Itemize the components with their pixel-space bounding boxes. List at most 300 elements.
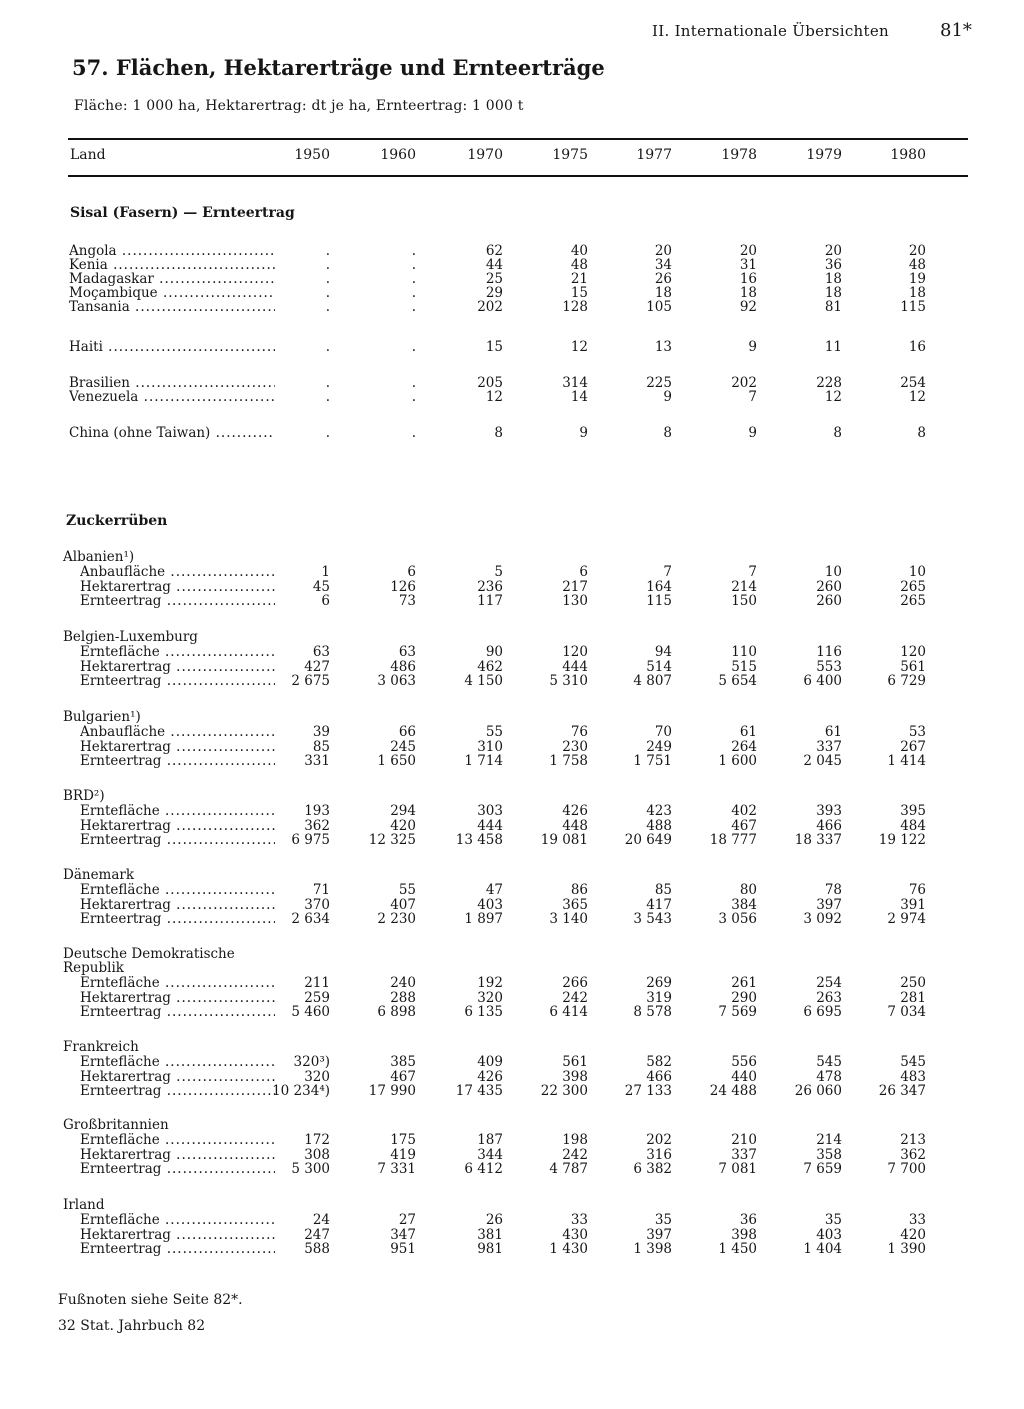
- table-cell: 172: [304, 1132, 330, 1148]
- table-cell: 175: [390, 1132, 416, 1148]
- table-cell: 7: [748, 389, 757, 405]
- table-cell: 1 398: [633, 1241, 672, 1257]
- table-cell: 120: [900, 644, 926, 660]
- table-cell: 63: [398, 644, 416, 660]
- table-cell: 426: [562, 803, 588, 819]
- table-cell: 3 140: [549, 911, 588, 927]
- column-header-land: Land: [70, 147, 106, 163]
- row-label: Hektarertrag .....: [80, 991, 275, 1006]
- table-cell: 423: [646, 803, 672, 819]
- table-cell: 7 034: [887, 1004, 926, 1020]
- table-cell: 2 634: [291, 911, 330, 927]
- table-cell: 4 150: [464, 673, 503, 689]
- table-cell: 310: [477, 738, 503, 755]
- table-cell: 47: [485, 882, 503, 898]
- table-cell: 12: [908, 389, 926, 405]
- table-cell: 294: [390, 803, 416, 819]
- table-cell: 440: [731, 1068, 757, 1085]
- table-cell: 545: [816, 1054, 842, 1070]
- table-cell: 426: [477, 1068, 503, 1085]
- table-row: [0, 340, 1024, 355]
- table-cell: 26 060: [794, 1083, 842, 1099]
- table-cell: 78: [824, 882, 842, 898]
- table-cell: 187: [477, 1132, 503, 1148]
- table-cell: 1 714: [464, 753, 503, 769]
- table-cell: 18: [654, 285, 672, 301]
- row-label: Ernteertrag .....: [80, 912, 275, 927]
- table-cell: .: [411, 389, 416, 405]
- column-header-year: 1960: [380, 147, 416, 163]
- table-cell: 420: [390, 817, 416, 834]
- table-cell: .: [411, 375, 416, 391]
- table-cell: 409: [477, 1054, 503, 1070]
- table-cell: 6 414: [549, 1004, 588, 1020]
- table-cell: 18: [824, 285, 842, 301]
- table-row: [0, 1133, 1024, 1148]
- table-cell: 3 056: [718, 911, 757, 927]
- table-cell: 214: [816, 1132, 842, 1148]
- row-label: Tansania .....: [69, 300, 275, 315]
- row-label: Erntefläche .....: [80, 1213, 275, 1228]
- table-cell: 36: [739, 1212, 757, 1228]
- table-cell: 18: [739, 285, 757, 301]
- table-cell: 19: [908, 271, 926, 287]
- table-cell: .: [411, 339, 416, 355]
- table-cell: 4 807: [633, 673, 672, 689]
- table-cell: 1 414: [887, 753, 926, 769]
- table-cell: 264: [731, 738, 757, 755]
- table-cell: 110: [731, 644, 757, 660]
- table-cell: 35: [824, 1212, 842, 1228]
- table-cell: 128: [562, 299, 588, 315]
- table-cell: 20: [824, 243, 842, 259]
- table-cell: 18: [908, 285, 926, 301]
- table-row: [0, 883, 1024, 898]
- table-cell: 21: [570, 271, 588, 287]
- table-cell: 1 758: [549, 753, 588, 769]
- table-cell: .: [325, 375, 330, 391]
- table-row: [0, 660, 1024, 675]
- table-cell: 407: [390, 896, 416, 913]
- table-cell: 398: [731, 1226, 757, 1243]
- table-row: [0, 645, 1024, 660]
- table-cell: 514: [646, 658, 672, 675]
- table-cell: 7 700: [887, 1161, 926, 1177]
- table-cell: 2 675: [291, 673, 330, 689]
- table-cell: 13: [654, 339, 672, 355]
- table-cell: 53: [908, 724, 926, 740]
- table-cell: 25: [485, 271, 503, 287]
- table-cell: 320: [304, 1068, 330, 1085]
- table-row: [0, 912, 1024, 927]
- table-cell: 22 300: [540, 1083, 588, 1099]
- table-cell: 130: [562, 593, 588, 609]
- table-cell: 236: [477, 578, 503, 595]
- table-cell: 193: [304, 803, 330, 819]
- table-cell: 320: [477, 989, 503, 1006]
- table-cell: 19 081: [540, 832, 588, 848]
- row-label: Ernteertrag .....: [80, 1005, 275, 1020]
- row-label: Hektarertrag .....: [80, 898, 275, 913]
- header-rule-bottom: [68, 175, 968, 177]
- table-cell: 6 695: [803, 1004, 842, 1020]
- footnote-reference: Fußnoten siehe Seite 82*.: [58, 1292, 243, 1308]
- table-cell: 7: [663, 564, 672, 580]
- table-cell: 265: [900, 578, 926, 595]
- table-cell: 308: [304, 1146, 330, 1163]
- table-row: [0, 674, 1024, 689]
- table-cell: 337: [731, 1146, 757, 1163]
- table-cell: 6 412: [464, 1161, 503, 1177]
- table-cell: 466: [646, 1068, 672, 1085]
- table-cell: 1 600: [718, 753, 757, 769]
- table-cell: 7: [748, 564, 757, 580]
- table-cell: 34: [654, 257, 672, 273]
- table-cell: 1 430: [549, 1241, 588, 1257]
- table-cell: 588: [304, 1241, 330, 1257]
- table-cell: 202: [646, 1132, 672, 1148]
- row-label: Moçambique .....: [69, 286, 275, 301]
- table-row: [0, 1070, 1024, 1085]
- table-cell: .: [325, 271, 330, 287]
- table-cell: 5 300: [291, 1161, 330, 1177]
- table-cell: 391: [900, 896, 926, 913]
- table-row: [0, 390, 1024, 405]
- table-cell: 316: [646, 1146, 672, 1163]
- table-cell: 553: [816, 658, 842, 675]
- table-cell: 260: [816, 593, 842, 609]
- table-cell: 225: [646, 375, 672, 391]
- table-cell: 397: [816, 896, 842, 913]
- table-row: [0, 258, 1024, 273]
- table-row: [0, 1148, 1024, 1163]
- table-cell: 281: [900, 989, 926, 1006]
- table-cell: 290: [731, 989, 757, 1006]
- table-cell: 2 974: [887, 911, 926, 927]
- table-cell: 24: [312, 1212, 330, 1228]
- country-name: BRD²): [63, 788, 105, 804]
- table-cell: 11: [824, 339, 842, 355]
- table-row: [0, 1162, 1024, 1177]
- table-cell: 44: [485, 257, 503, 273]
- table-cell: 254: [816, 975, 842, 991]
- table-cell: 27 133: [624, 1083, 672, 1099]
- table-cell: 8: [494, 425, 503, 441]
- page-number: 81*: [940, 20, 972, 41]
- row-label: Erntefläche .....: [80, 1133, 275, 1148]
- table-cell: 15: [570, 285, 588, 301]
- row-label: Venezuela .....: [69, 390, 275, 405]
- table-cell: 6 400: [803, 673, 842, 689]
- table-row: [0, 833, 1024, 848]
- table-cell: 85: [654, 882, 672, 898]
- table-cell: 247: [304, 1226, 330, 1243]
- table-cell: 242: [562, 1146, 588, 1163]
- table-cell: 211: [304, 975, 330, 991]
- table-cell: 116: [816, 644, 842, 660]
- country-name: Frankreich: [63, 1039, 139, 1055]
- table-cell: 488: [646, 817, 672, 834]
- table-cell: 5: [494, 564, 503, 580]
- column-header-year: 1950: [294, 147, 330, 163]
- table-cell: 1 650: [377, 753, 416, 769]
- table-cell: 26: [654, 271, 672, 287]
- table-cell: 395: [900, 803, 926, 819]
- row-label: China (ohne Taiwan) .....: [69, 426, 275, 441]
- table-cell: 444: [477, 817, 503, 834]
- row-label: Erntefläche .....: [80, 976, 275, 991]
- table-cell: 90: [485, 644, 503, 660]
- table-cell: 63: [312, 644, 330, 660]
- table-cell: 6: [321, 593, 330, 609]
- book-page-footer: 32 Stat. Jahrbuch 82: [58, 1318, 206, 1334]
- table-cell: 92: [739, 299, 757, 315]
- table-cell: 515: [731, 658, 757, 675]
- table-row: [0, 754, 1024, 769]
- table-cell: 6 975: [291, 832, 330, 848]
- table-cell: 94: [654, 644, 672, 660]
- table-cell: 466: [816, 817, 842, 834]
- table-cell: 80: [739, 882, 757, 898]
- header-rule-top: [68, 138, 968, 140]
- table-row: [0, 1055, 1024, 1070]
- table-cell: 266: [562, 975, 588, 991]
- table-cell: 36: [824, 257, 842, 273]
- table-cell: .: [411, 257, 416, 273]
- country-name-continued: Republik: [63, 960, 124, 976]
- row-label: Ernteertrag .....: [80, 833, 275, 848]
- table-cell: 344: [477, 1146, 503, 1163]
- table-cell: .: [325, 243, 330, 259]
- table-cell: 10 234⁴): [272, 1083, 330, 1099]
- table-cell: 5 654: [718, 673, 757, 689]
- table-cell: 18: [824, 271, 842, 287]
- table-cell: 76: [570, 724, 588, 740]
- running-head: II. Internationale Übersichten: [652, 22, 889, 40]
- table-cell: 319: [646, 989, 672, 1006]
- table-cell: 3 063: [377, 673, 416, 689]
- table-cell: 45: [312, 578, 330, 595]
- table-cell: 8: [833, 425, 842, 441]
- country-name: Großbritannien: [63, 1117, 169, 1133]
- table-cell: 385: [390, 1054, 416, 1070]
- table-cell: 20: [739, 243, 757, 259]
- table-cell: 6 729: [887, 673, 926, 689]
- table-cell: 33: [570, 1212, 588, 1228]
- row-label: Erntefläche .....: [80, 645, 275, 660]
- table-cell: 126: [390, 578, 416, 595]
- column-header-year: 1980: [890, 147, 926, 163]
- row-label: Anbaufläche .....: [80, 565, 275, 580]
- table-cell: 951: [390, 1241, 416, 1257]
- table-row: [0, 725, 1024, 740]
- table-cell: 478: [816, 1068, 842, 1085]
- table-cell: 545: [900, 1054, 926, 1070]
- country-name: Belgien-Luxemburg: [63, 629, 198, 645]
- table-row: [0, 565, 1024, 580]
- table-cell: 303: [477, 803, 503, 819]
- table-cell: 981: [477, 1241, 503, 1257]
- table-cell: 73: [398, 593, 416, 609]
- row-label: Hektarertrag .....: [80, 580, 275, 595]
- table-cell: 370: [304, 896, 330, 913]
- row-label: Ernteertrag .....: [80, 754, 275, 769]
- table-cell: 117: [477, 593, 503, 609]
- table-cell: 7 081: [718, 1161, 757, 1177]
- table-cell: 2 230: [377, 911, 416, 927]
- table-cell: 26: [485, 1212, 503, 1228]
- table-cell: 347: [390, 1226, 416, 1243]
- table-cell: 81: [824, 299, 842, 315]
- row-label: Erntefläche .....: [80, 1055, 275, 1070]
- table-cell: 462: [477, 658, 503, 675]
- table-cell: 13 458: [455, 832, 503, 848]
- table-cell: 62: [485, 243, 503, 259]
- table-row: [0, 976, 1024, 991]
- table-cell: 1: [321, 564, 330, 580]
- section-title-sisal: Sisal (Fasern) — Ernteertrag: [70, 205, 295, 221]
- table-cell: 3 543: [633, 911, 672, 927]
- table-cell: 486: [390, 658, 416, 675]
- table-cell: 467: [390, 1068, 416, 1085]
- column-header-year: 1975: [552, 147, 588, 163]
- table-cell: .: [411, 271, 416, 287]
- table-cell: 230: [562, 738, 588, 755]
- table-cell: 419: [390, 1146, 416, 1163]
- table-cell: 10: [908, 564, 926, 580]
- table-cell: 115: [900, 299, 926, 315]
- table-cell: 420: [900, 1226, 926, 1243]
- table-cell: 7 659: [803, 1161, 842, 1177]
- row-label: Erntefläche .....: [80, 883, 275, 898]
- table-cell: 483: [900, 1068, 926, 1085]
- table-cell: 9: [748, 339, 757, 355]
- table-cell: 403: [477, 896, 503, 913]
- row-label: Kenia .....: [69, 258, 275, 273]
- table-cell: 24 488: [709, 1083, 757, 1099]
- table-cell: 245: [390, 738, 416, 755]
- table-cell: 1 450: [718, 1241, 757, 1257]
- table-cell: 213: [900, 1132, 926, 1148]
- country-name: Deutsche Demokratische: [63, 946, 235, 962]
- table-cell: 398: [562, 1068, 588, 1085]
- table-cell: 39: [312, 724, 330, 740]
- table-cell: 16: [908, 339, 926, 355]
- row-label: Haiti .....: [69, 340, 275, 355]
- table-cell: .: [325, 285, 330, 301]
- table-cell: 10: [824, 564, 842, 580]
- units-note: Fläche: 1 000 ha, Hektarertrag: dt je ha, Ernteertrag: 1 000 t: [74, 98, 524, 114]
- column-header-year: 1978: [721, 147, 757, 163]
- table-cell: 31: [739, 257, 757, 273]
- table-cell: 467: [731, 817, 757, 834]
- country-name: Dänemark: [63, 867, 135, 883]
- table-cell: 444: [562, 658, 588, 675]
- table-cell: 263: [816, 989, 842, 1006]
- table-cell: 1 897: [464, 911, 503, 927]
- table-cell: 331: [304, 753, 330, 769]
- table-cell: 217: [562, 578, 588, 595]
- table-cell: 18 777: [709, 832, 757, 848]
- table-cell: 19 122: [878, 832, 926, 848]
- table-cell: 7 331: [377, 1161, 416, 1177]
- table-cell: 105: [646, 299, 672, 315]
- row-label: Ernteertrag .....: [80, 1084, 275, 1099]
- row-label: Hektarertrag .....: [80, 1228, 275, 1243]
- row-label: Ernteertrag .....: [80, 1242, 275, 1257]
- table-cell: 8: [917, 425, 926, 441]
- table-cell: 397: [646, 1226, 672, 1243]
- row-label: Erntefläche .....: [80, 804, 275, 819]
- table-row: [0, 1084, 1024, 1099]
- table-cell: 16: [739, 271, 757, 287]
- table-cell: 6: [579, 564, 588, 580]
- table-cell: 561: [562, 1054, 588, 1070]
- table-cell: 48: [570, 257, 588, 273]
- row-label: Hektarertrag .....: [80, 660, 275, 675]
- table-cell: 12: [570, 339, 588, 355]
- table-cell: 12: [824, 389, 842, 405]
- table-cell: 6 135: [464, 1004, 503, 1020]
- table-cell: 86: [570, 882, 588, 898]
- table-row: [0, 272, 1024, 287]
- table-row: [0, 426, 1024, 441]
- table-cell: 20: [908, 243, 926, 259]
- table-row: [0, 1005, 1024, 1020]
- table-cell: 1 390: [887, 1241, 926, 1257]
- table-cell: 448: [562, 817, 588, 834]
- table-cell: 192: [477, 975, 503, 991]
- table-cell: 288: [390, 989, 416, 1006]
- table-cell: 260: [816, 578, 842, 595]
- table-cell: .: [325, 339, 330, 355]
- table-cell: 381: [477, 1226, 503, 1243]
- table-cell: 6 382: [633, 1161, 672, 1177]
- table-cell: 12 325: [368, 832, 416, 848]
- table-cell: 259: [304, 989, 330, 1006]
- row-label: Anbaufläche .....: [80, 725, 275, 740]
- table-cell: 61: [824, 724, 842, 740]
- table-cell: 384: [731, 896, 757, 913]
- table-cell: 71: [312, 882, 330, 898]
- table-cell: 254: [900, 375, 926, 391]
- table-cell: 15: [485, 339, 503, 355]
- table-cell: .: [411, 425, 416, 441]
- table-cell: 1 404: [803, 1241, 842, 1257]
- table-cell: .: [325, 425, 330, 441]
- section-title-zuckerrueben: Zuckerrüben: [66, 513, 168, 529]
- table-row: [0, 1228, 1024, 1243]
- table-cell: 115: [646, 593, 672, 609]
- table-cell: 120: [562, 644, 588, 660]
- table-cell: 582: [646, 1054, 672, 1070]
- table-cell: 33: [908, 1212, 926, 1228]
- table-cell: 250: [900, 975, 926, 991]
- table-cell: 35: [654, 1212, 672, 1228]
- table-cell: 403: [816, 1226, 842, 1243]
- row-label: Ernteertrag .....: [80, 1162, 275, 1177]
- table-row: [0, 244, 1024, 259]
- table-cell: 150: [731, 593, 757, 609]
- table-cell: 402: [731, 803, 757, 819]
- table-cell: 4 787: [549, 1161, 588, 1177]
- table-cell: 228: [816, 375, 842, 391]
- table-cell: 265: [900, 593, 926, 609]
- row-label: Hektarertrag .....: [80, 740, 275, 755]
- row-label: Ernteertrag .....: [80, 674, 275, 689]
- table-row: [0, 1242, 1024, 1257]
- table-cell: .: [325, 299, 330, 315]
